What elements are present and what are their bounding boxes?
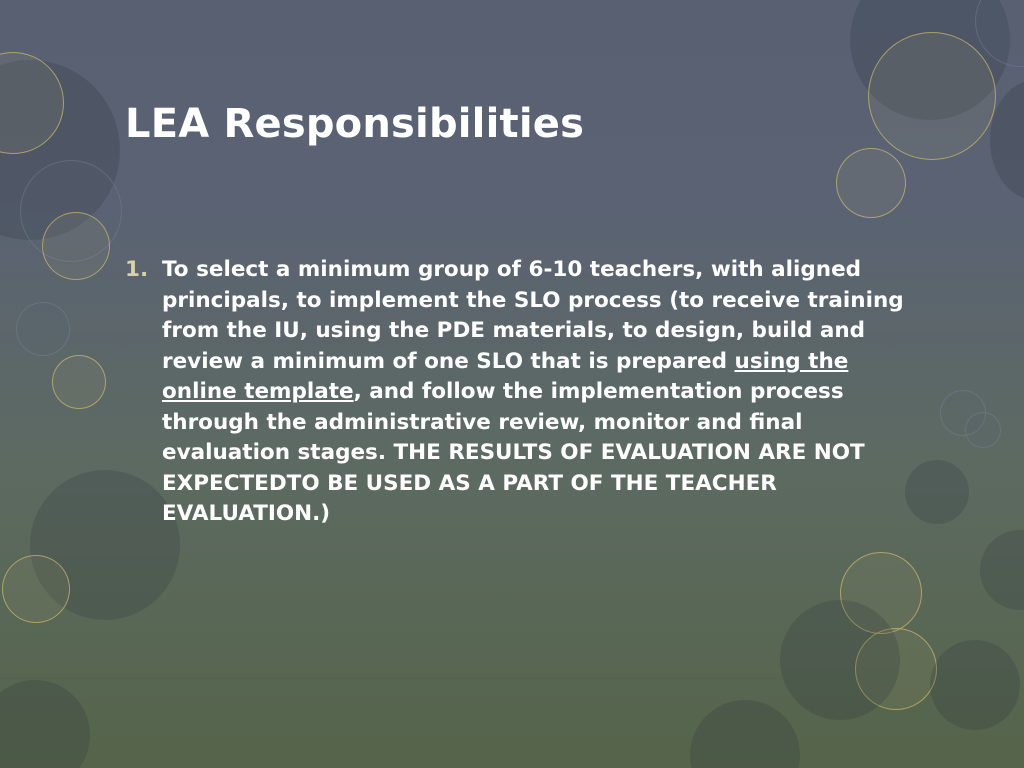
background-bokeh [16,302,70,356]
background-bokeh [42,212,110,280]
list-item-text [162,255,905,530]
background-bokeh [980,530,1024,610]
background-bokeh [930,640,1020,730]
slide-title: LEA Responsibilities [125,101,585,147]
online-template-link[interactable]: using the online template [162,348,849,404]
list-item-text-end: , and follow the implementation process through the administrative review, monitor and final evaluation stages. THE RESULTS OF EVALUATION ARE NOT EXPECTEDTO BE USED AS A PART OF THE TEACHER EVALUATION.) [162,379,865,526]
list-item [125,255,905,530]
background-bokeh [690,700,800,768]
background-bokeh [0,680,90,768]
background-bokeh [905,460,969,524]
list-item-number: 1. [125,257,149,282]
list-item-text-start: To select a minimum group of 6-10 teachers, with aligned principals, to implement the SLO process (to receive training from the IU, using the PDE materials, to design, build and review a minimum of one SLO that is prepared [162,257,904,374]
background-bokeh [780,600,900,720]
background-bokeh [52,355,106,409]
background-bokeh [2,555,70,623]
slide-body [125,255,905,530]
background-bokeh [868,32,996,160]
background-bokeh [836,148,906,218]
background-bokeh [965,412,1001,448]
